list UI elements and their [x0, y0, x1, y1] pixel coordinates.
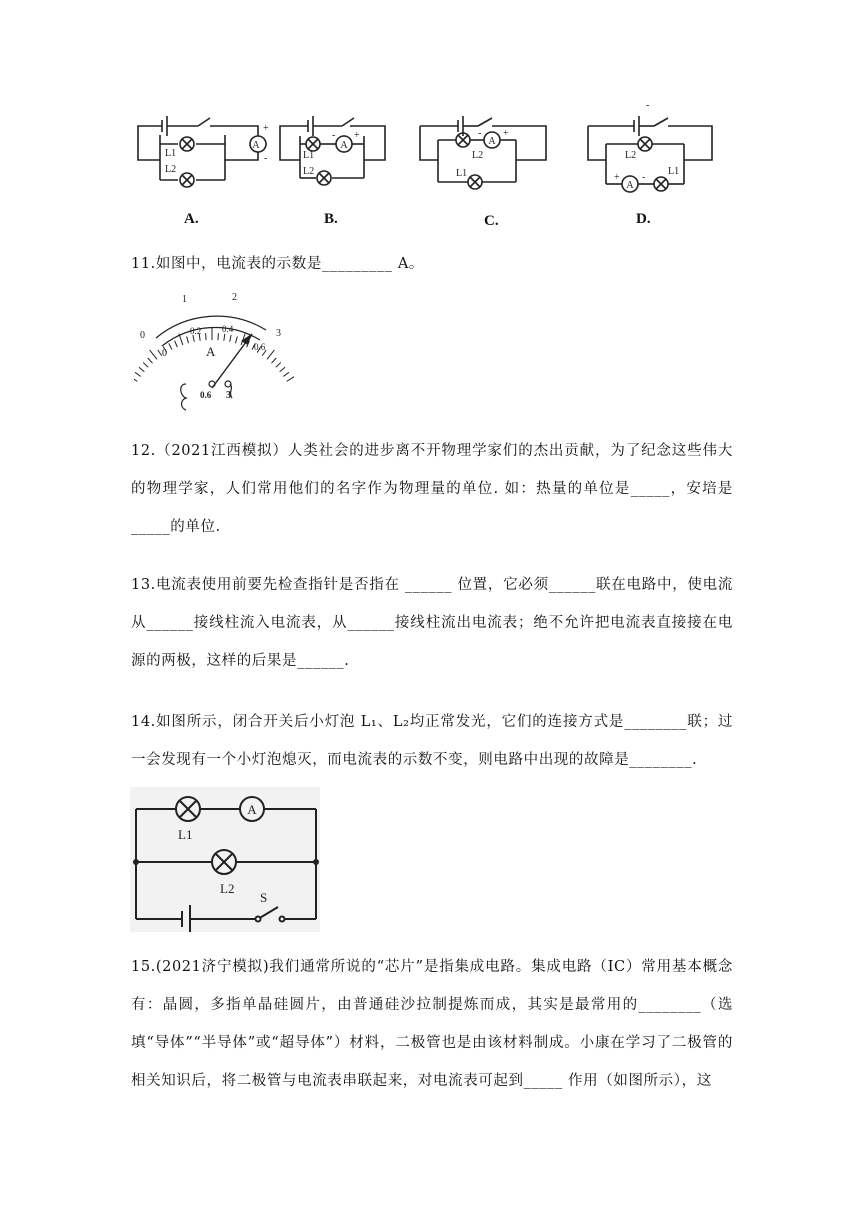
dial-tick — [283, 372, 289, 376]
dial-tick — [135, 372, 141, 376]
dial-tick — [287, 375, 294, 381]
plus-sign: + — [263, 123, 269, 134]
bulb-label-l2: L2 — [625, 150, 637, 161]
ammeter-symbol: A — [247, 802, 257, 817]
dial-tick — [179, 334, 183, 345]
lower-tick-0-6: 0.6 — [254, 342, 266, 352]
dial-tick — [169, 343, 172, 349]
option-label-d: D. — [636, 211, 651, 227]
q14-circuit-figure — [130, 787, 320, 932]
upper-tick-3: 3 — [276, 328, 281, 339]
upper-tick-0: 0 — [140, 330, 145, 341]
lower-tick-0-2: 0.2 — [190, 326, 202, 336]
bulb-label-l2: L2 — [165, 164, 177, 175]
switch-label: S — [260, 890, 268, 905]
unit-label: A — [206, 344, 216, 359]
question-14-text: 14.如图所示，闭合开关后小灯泡 L₁、L₂均正常发光，它们的连接方式是________联；过一会发现有一个小灯泡熄灭，而电流表的示数不变，则电路中出现的故障是________. — [131, 714, 733, 768]
dial-tick — [224, 334, 225, 341]
circuit-option-b — [280, 116, 385, 185]
question-12-text: 12.（2021江西模拟）人类社会的进步离不开物理学家们的杰出贡献，为了纪念这些伟大的物理学家，人们常用他们的名字作为物理量的单位. 如：热量的单位是_____，安培是_____的单位. — [131, 443, 733, 535]
ammeter-dial-figure — [134, 288, 294, 413]
minus-sign: - — [264, 153, 268, 164]
plus-sign: + — [614, 172, 620, 183]
ammeter-symbol: A — [626, 180, 634, 191]
circuit-option-a — [138, 116, 266, 187]
dial-tick — [139, 367, 144, 371]
ammeter-symbol: A — [252, 140, 260, 151]
question-13-text: 13.电流表使用前要先检查指针是否指在 ______ 位置，它必须______联在电路中，使电流从______接线柱流入电流表，从______接线柱流出电流表；绝不允许把电流表直接接在电源的两极，这样的后果是______. — [131, 577, 733, 669]
dial-tick — [175, 341, 178, 347]
minus-sign: - — [646, 100, 650, 111]
dial-tick — [143, 362, 148, 367]
dial-tick — [235, 336, 237, 343]
plus-sign: + — [503, 128, 509, 139]
ammeter-symbol: A — [488, 136, 496, 147]
upper-tick-2: 2 — [232, 292, 237, 303]
bulb-label-l2: L2 — [472, 150, 484, 161]
lower-tick-0: 0 — [162, 348, 167, 359]
dial-tick — [271, 358, 276, 363]
bulb-label-l1: L1 — [668, 166, 680, 177]
lower-tick-0-4: 0.4 — [222, 324, 234, 334]
option-label-a: A. — [184, 211, 199, 227]
option-label-c: C. — [484, 213, 499, 229]
bulb-label-l1: L1 — [165, 148, 177, 159]
question-15-text: 15.(2021济宁模拟)我们通常所说的“芯片”是指集成电路。集成电路（IC）常用基本概念有：晶圆，多指单晶硅圆片，由普通硅沙拉制提炼而成，其实是最常用的________（选填“导体”“半导体”或“超导体”）材料，二极管也是由该材料制成。小康在学习了二极管的相关知识后，将二极管与电流表串联起来，对电流表可起到_____ 作用（如图所示），这 — [131, 959, 733, 1089]
circuit-option-d — [588, 116, 712, 192]
bulb-label-l2: L2 — [220, 881, 235, 896]
dial-tick — [148, 358, 153, 363]
plus-sign: + — [354, 130, 360, 141]
terminal-0-6: 0.6 — [200, 390, 212, 400]
dial-tick — [267, 350, 274, 359]
dial-tick — [230, 335, 231, 342]
dial-tick — [280, 367, 285, 371]
minus-sign: - — [478, 128, 482, 139]
option-label-b: B. — [324, 211, 338, 227]
minus-sign: - — [332, 130, 336, 141]
bulb-label-l1: L1 — [456, 168, 468, 179]
question-11-text: 11.如图中，电流表的示数是_________ A。 — [131, 256, 424, 272]
upper-tick-1: 1 — [182, 294, 187, 305]
ammeter-symbol: A — [340, 140, 348, 151]
dial-tick — [276, 362, 281, 367]
circuit-options-figure — [120, 100, 730, 232]
bulb-label-l1: L1 — [178, 827, 193, 842]
terminal-3: 3 — [226, 390, 231, 401]
bulb-label-l2: L2 — [303, 166, 315, 177]
dial-tick — [187, 336, 189, 343]
dial-tick — [134, 375, 137, 381]
bulb-label-l1: L1 — [303, 150, 315, 161]
minus-sign: - — [642, 172, 646, 183]
dial-tick — [150, 350, 157, 359]
